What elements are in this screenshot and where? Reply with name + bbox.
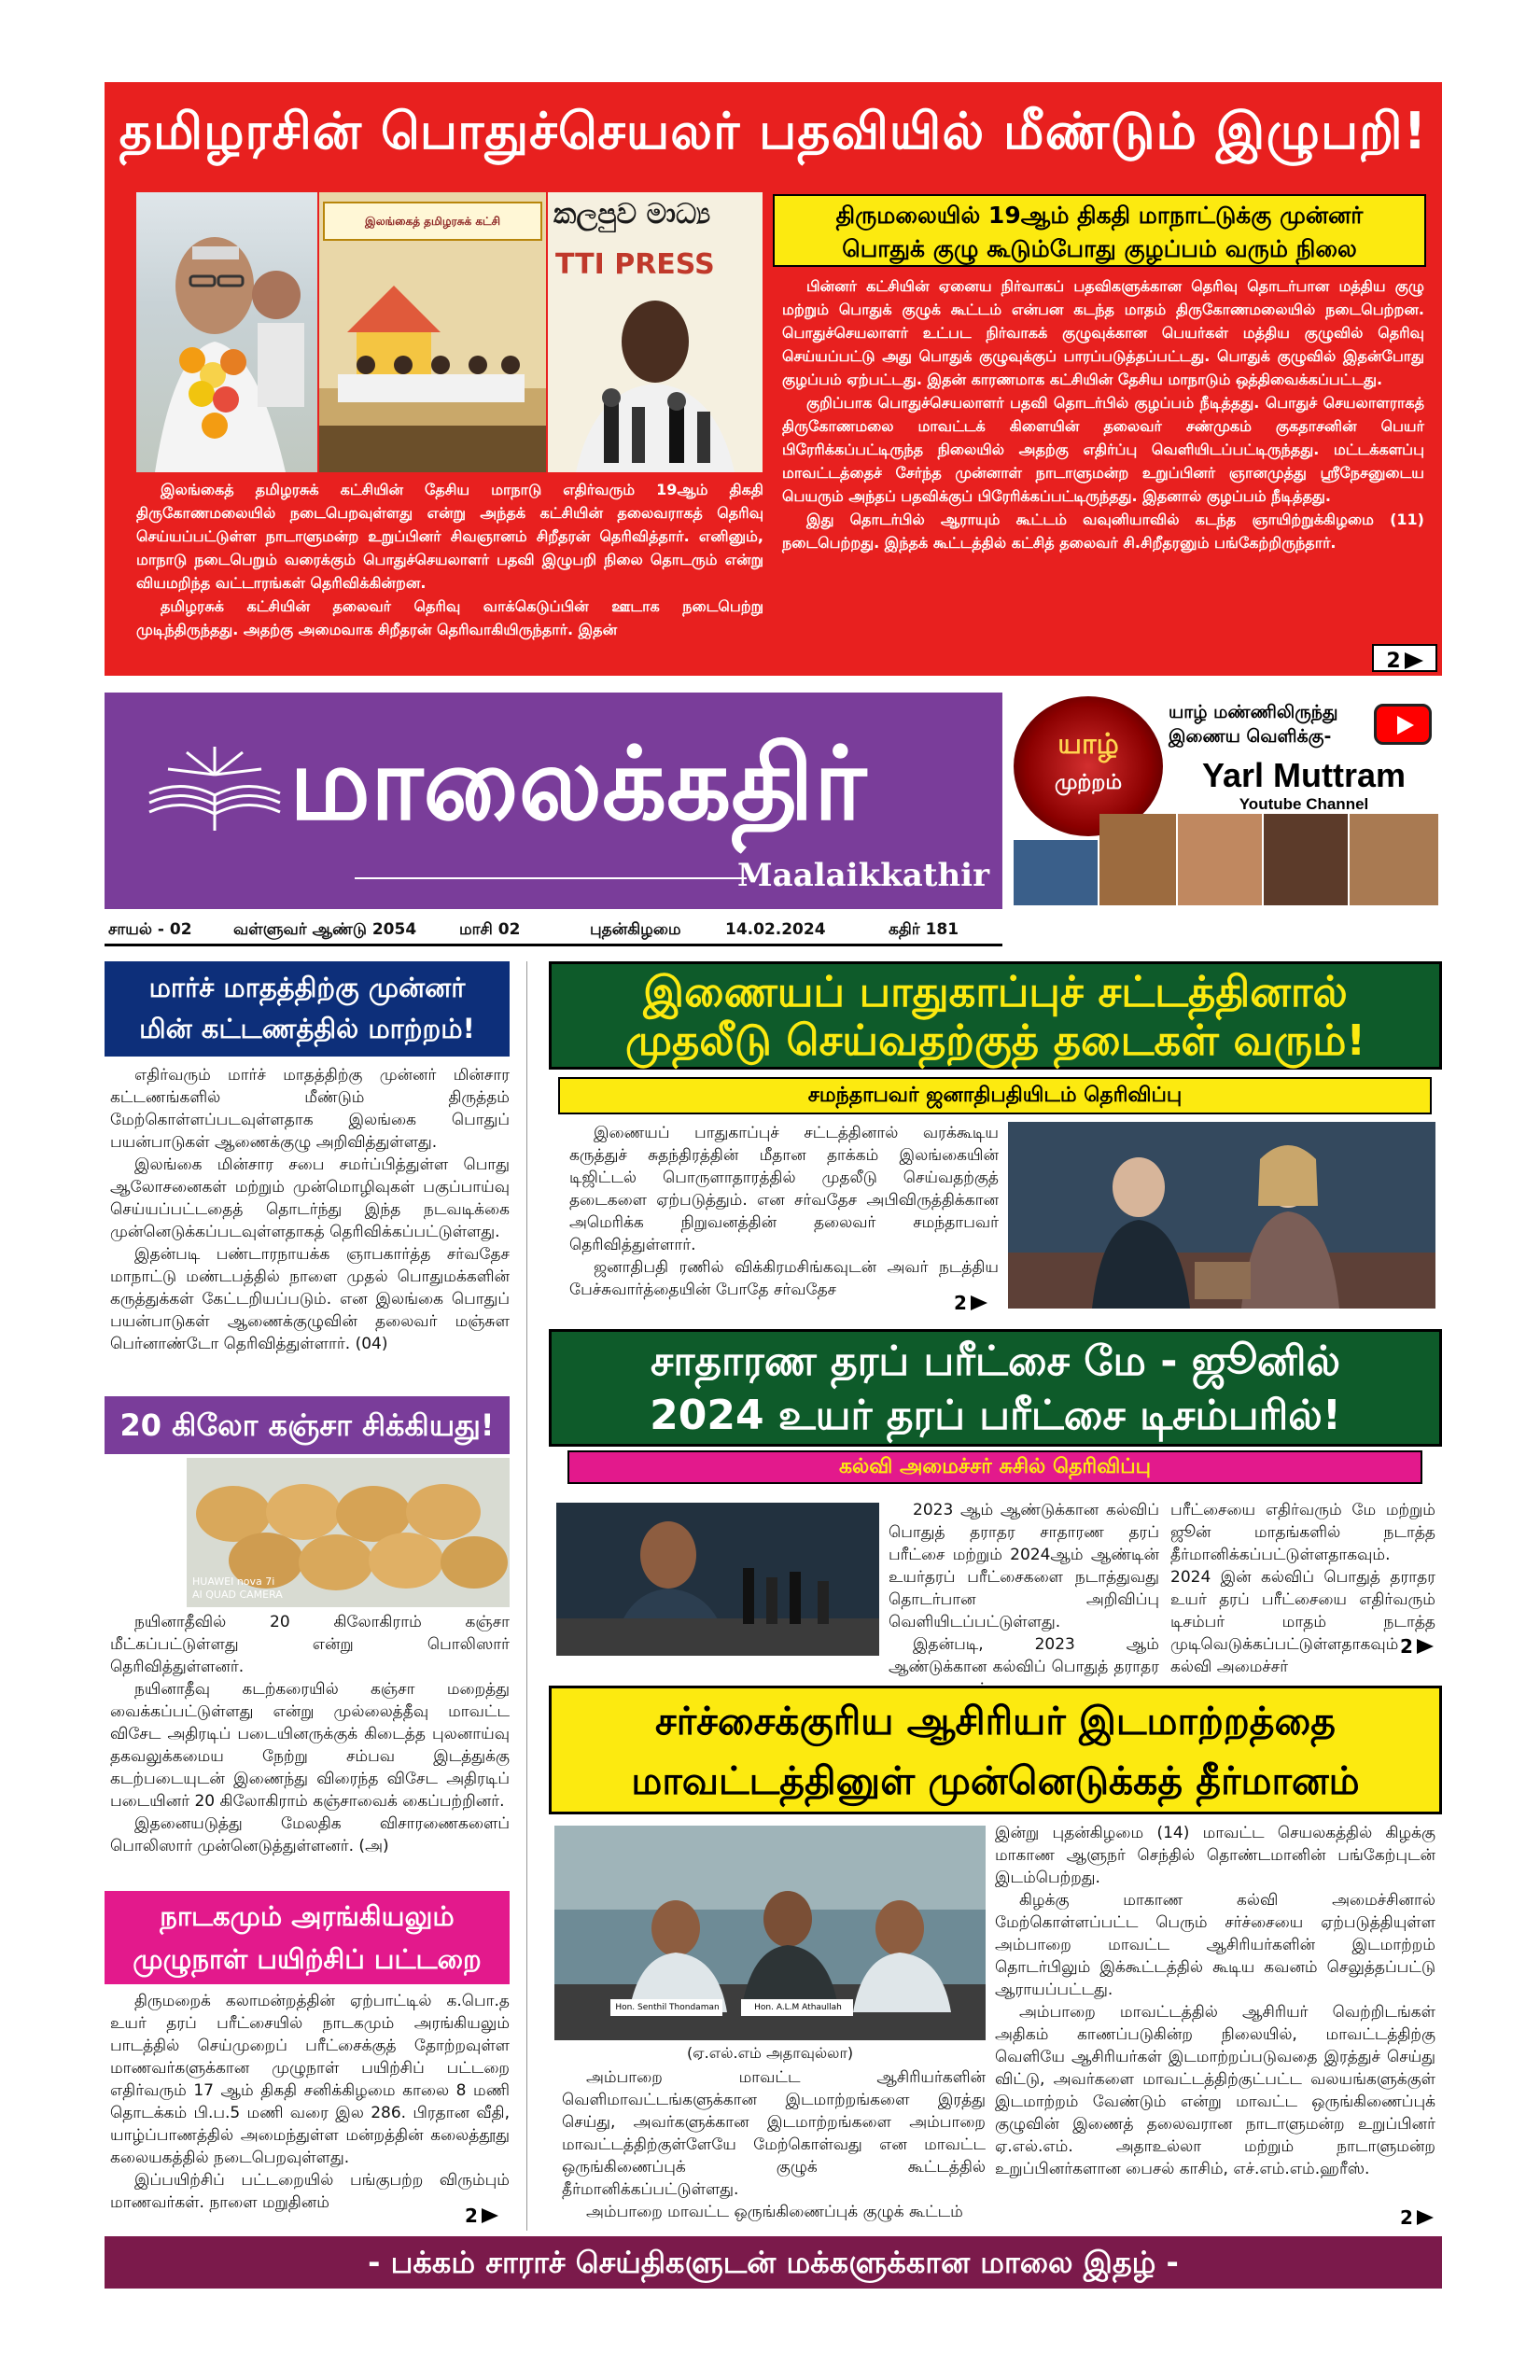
top-story-continued-arrow[interactable] [1372,644,1437,672]
photo-ganja-packets [187,1458,510,1607]
arrow-right-icon [1401,646,1423,674]
photo-name-tag-2: Hon. A.L.M Athaullah [754,2003,842,2012]
masthead-rule [355,877,747,879]
left-article1-headline-line2: மின் கட்டணத்தில் மாற்றம்! [139,1013,475,1044]
conference-banner-text: இலங்கைத் தமிழரசுக் கட்சி [365,215,500,228]
right-article2-body-col2 [1170,1499,1435,1678]
right-article3-right-para3: அம்பாறை மாவட்டத்தில் ஆசிரியர் வெற்றிடங்கள் அதிகம் காணப்படுகின்ற நிலையில், மாவட்டத்திற்கு வெளியே ஆசிரியர்கள் இடமாற்றப்படுவதை இரத்துச் செய்து விட்டு, அவர்களை மாவட்டத்திற்குட்பட்ட வலயங்களுக்குள் இடமாற்றம் வேண்டும் என்று மாவட்ட ஒருங்கிணைப்புக் குழுவின் இணைத் தலைவரான நாடாளுமன்ற உறுப்பினர் ஏ.எல்.எம். அதாஉல்லா மற்றும் நாடாளுமன்ற உறுப்பினர்களான பைசல் காசிம், எச்.எம்.எம்.ஹரீஸ். [995,2003,1435,2178]
left-article3-para2: இப்பயிற்சிப் பட்டறையில் பங்குபற்ற விரும்பும் மாணவர்கள். நாளை மறுதினம் [110,2171,510,2212]
left-article1-para3: இதன்படி பண்டாரநாயக்க ஞாபகார்த்த சர்வதேச மாநாட்டு மண்டபத்தில் நாளை முதல் பொதுமக்களின் கருத்துக்கள் கேட்டறியப்படும். என இலங்கை பொதுப் பயன்பாடுகள் ஆணைக்குழுவின் தலைவர் மஞ்சுள பெர்னாண்டோ தெரிவித்துள்ளார். (04) [110,1245,510,1353]
top-story-right-text [782,274,1424,554]
right-article2-continued[interactable] [1400,1631,1434,1659]
photo-watermark-line1: HUAWEI nova 7i [192,1575,275,1588]
photo-meeting-president [1008,1122,1435,1309]
photo-district-meeting [554,1826,986,2040]
right-article1-para2: ஜனாதிபதி ரணில் விக்கிரமசிங்கவுடன் அவர் நடத்திய பேச்சுவார்த்தையின் போதே சர்வதேச [569,1258,999,1299]
top-story-left-para1: இலங்கைத் தமிழரசுக் கட்சியின் தேசிய மாநாடு எதிர்வரும் 19ஆம் திகதி திருகோணமலையில் நடைபெறவுள்ளது என்று அந்தக் கட்சியின் தலைவராகத் தெரிவு செய்யப்பட்டுள்ள நாடாளுமன்ற உறுப்பினர் சிவஞானம் சிறீதரன் தெரிவித்தார். எனினும், மாநாடு நடைபெறும் வரைக்கும் பொதுச்செயலாளர் பதவி இழுபறி நிலை தொடரும் என்று வியமறிந்த வட்டாரங்கள் தெரிவிக்கின்றன. [136,481,763,592]
left-article1-headline-line1: மார்ச் மாதத்திற்கு முன்னர் [148,972,466,1003]
left-article3-headline-line1: நாடகமும் அரங்கியலும் [160,1900,455,1932]
left-article3-continued[interactable] [465,2201,498,2229]
left-article3-continued-page: 2 [465,2205,478,2227]
advert-photo-3 [1178,814,1262,905]
right-article2-continued-page: 2 [1400,1635,1413,1658]
left-article2-headline: 20 கிலோ கஞ்சா சிக்கியது! [119,1407,495,1443]
left-article2-para3: இதனையடுத்து மேலதிக விசாரணைகளைப் பொலிஸார் முன்னெடுத்துள்ளனர். (அ) [110,1814,510,1855]
photo-party-conference [319,192,546,472]
advert-logo-line2: முற்றம் [1054,771,1123,794]
youtube-icon[interactable] [1374,704,1432,745]
photo-press-meeting [548,192,763,472]
advert-photo-1 [1014,840,1098,905]
right-article1-body [569,1122,999,1301]
right-article3-left-para1: அம்பாறை மாவட்ட ஆசிரியர்களின் வெளிமாவட்டங்களுக்கான இடமாற்றங்களை இரத்து செய்து, அவர்களுக்கான இடமாற்றங்களை அம்பாறை மாவட்டத்திற்குள்ளேயே மேற்கொள்வது என மாவட்ட ஒருங்கிணைப்புக் குழுக் கூட்டத்தில் தீர்மானிக்கப்பட்டுள்ளது. [562,2068,986,2199]
masthead-title: மாலைக்கதிர் [289,725,867,843]
right-article1-headline-line1: இணையப் பாதுகாப்புச் சட்டத்தினால் [643,967,1348,1016]
left-article3-body [110,1990,510,2214]
top-story-subheadline-line2: பொதுக் குழு கூடும்போது குழப்பம் வரும் நிலை [842,235,1357,262]
right-article3-body-col1 [562,2066,986,2223]
issue-month: மாசி 02 [459,920,521,939]
left-article3-para1: திருமறைக் கலாமன்றத்தின் ஏற்பாட்டில் க.பொ.த உயர் தரப் பரீட்சையில் நாடகமும் அரங்கியலும் பாடத்தில் செய்முறைப் பரீட்சைக்குத் தோற்றவுள்ள மாணவர்களுக்கான முழுநாள் பயிற்சிப் பட்டறை எதிர்வரும் 17 ஆம் திகதி சனிக்கிழமை காலை 8 மணி தொடக்கம் பி.ப.5 மணி வரை இல 286. பிரதான வீதி, யாழ்ப்பாணத்தில் அமைந்துள்ள மன்றத்தின் கலைத்தூது கலையகத்தில் நடைபெறவுள்ளது. [110,1992,510,2167]
left-article3-headline-line2: முழுநாள் பயிற்சிப் பட்டறை [133,1943,482,1975]
right-article2-body-col1 [889,1499,1159,1701]
photo-watermark-line2: AI QUAD CAMERA [192,1589,283,1601]
masthead-title-latin: Maalaikkathir [737,857,989,894]
arrow-right-icon [1413,2203,1434,2231]
meeting-illustration [1008,1122,1435,1309]
politician-illustration [136,192,317,472]
photo-education-minister [556,1503,879,1656]
right-article2-para3: பரீட்சையை எதிர்வரும் மே மற்றும் ஜூன் மாதங்களில் நடாத்த தீர்மானிக்கப்பட்டுள்ளதாகவும். 2024 இன் கல்விப் பொதுத் தராதர உயர் தரப் பரீட்சையை எதிர்வரும் டிசம்பர் மாதம் நடாத்த முடிவெடுக்கப்பட்டுள்ளதாகவும் கல்வி அமைச்சர் [1170,1501,1435,1676]
advert-logo-line1: யாழ் [1057,728,1119,761]
top-story-right-para2: குறிப்பாக பொதுச்செயலாளர் பதவி தொடர்பில் குழப்பம் நீடித்தது. பொதுச் செயலாளராகத் திருகோணமலை மாவட்டக் கிளையின் தலைவர் சண்முகம் குகதாசனின் பெயர் பிரேரிக்கப்பட்டிருந்த நிலையில் அதற்கு எதிர்ப்பு வெளியிடப்பட்டிருந்தது. மட்டக்களப்பு மாவட்டத்தைச் சேர்ந்த முன்னாள் நாடாளுமன்ற உறுப்பினர் ஞானமுத்து ஸ்ரீநேசனுடைய பெயரும் அந்தப் பதவிக்குப் பிரேரிக்கப்பட்டிருந்தது. இதனால் குழப்பம் நீடித்தது. [782,394,1424,505]
right-article3-headline-line1: சர்ச்சைக்குரிய ஆசிரியர் இடமாற்றத்தை [655,1699,1336,1743]
left-article1-para1: எதிர்வரும் மார்ச் மாதத்திற்கு முன்னர் மின்சார கட்டணங்களில் மீண்டும் திருத்தம் மேற்கொள்ளப்படவுள்ளதாக இலங்கை பொதுப் பயன்பாடுகள் ஆணைக்குழு அறிவித்துள்ளது. [110,1066,510,1152]
top-story-right-para3: இது தொடர்பில் ஆராயும் கூட்டம் வவுனியாவில் கடந்த ஞாயிற்றுக்கிழமை (11) நடைபெற்றது. இந்தக் கூட்டத்தில் கட்சித் தலைவர் சி.சிறீதரனும் பங்கேற்றிருந்தார். [782,511,1424,552]
arrow-right-icon [1413,1631,1434,1659]
press-sign-line1: කලපුව මාධ්‍ය [553,198,711,231]
right-article2-subhead: கல்வி அமைச்சர் சுசில் தெரிவிப்பு [838,1455,1152,1478]
press-sign-line2: TTI PRESS [555,248,715,281]
photo-name-tag-1: Hon. Senthil Thondaman [615,2003,720,2012]
conference-illustration [319,248,546,472]
issue-volume: சாயல் - 02 [108,920,192,939]
issue-date: 14.02.2024 [725,920,826,939]
photo-politician-garland [136,192,317,472]
right-article2-para1: 2023 ஆம் ஆண்டுக்கான கல்விப் பொதுத் தராதர சாதாரண தரப் பரீட்சை மற்றும் 2024ஆம் ஆண்டின் உயர்தரப் பரீட்சைகளை நடாத்துவது தொடர்பான அறிவிப்பு வெளியிடப்பட்டுள்ளது. [889,1501,1159,1631]
top-story-left-text [136,478,763,641]
date-strip [105,918,1002,946]
right-article3-right-para1: இன்று புதன்கிழமை (14) மாவட்ட செயலகத்தில் கிழக்கு மாகாண ஆளுநர் செந்தில் தொண்டமானின் பங்கேற்புடன் இடம்பெற்றது. [995,1824,1435,1887]
column-divider [526,961,527,2231]
left-article1-para2: இலங்கை மின்சார சபை சமர்ப்பித்துள்ள பொது ஆலோசனைகள் மற்றும் முன்மொழிவுகள் பகுப்பாய்வு செய்யப்பட்டதைத் தொடர்ந்து இந்த நடவடிக்கை முன்னெடுக்கப்படவுள்ளதாகத் தெரிவிக்கப்பட்டுள்ளது. [110,1155,510,1241]
advert-tagline-line2: இணைய வெளிக்கு- [1169,726,1332,747]
right-article3-continued[interactable] [1400,2203,1434,2231]
right-article1-continued-page: 2 [954,1292,967,1314]
minister-illustration [556,1503,879,1656]
right-article3-continued-page: 2 [1400,2206,1413,2229]
right-article3-right-para2: கிழக்கு மாகாண கல்வி அமைச்சினால் மேற்கொள்ளப்பட்ட பெரும் சர்ச்சையை ஏற்படுத்தியுள்ள அம்பாறை மாவட்ட ஆசிரியர்களின் இடமாற்றம் தொடர்பிலும் இக்கூட்டத்தில் கூடிய கவனம் செலுத்தப்பட்டு ஆராயப்பட்டது. [995,1891,1435,1999]
footer-text: - பக்கம் சாராச் செய்திகளுடன் மக்களுக்கான மாலை இதழ் - [368,2245,1179,2280]
book-sunrise-icon [140,737,289,840]
top-story-left-para2: தமிழரசுக் கட்சியின் தலைவர் தெரிவு வாக்கெடுப்பின் ஊடாக நடைபெற்று முடிந்திருந்தது. அதற்கு அமைவாக சிறீதரன் தெரிவாகியிருந்தார். இதன் [136,597,763,638]
right-article3-left-para2: அம்பாறை மாவட்ட ஒருங்கிணைப்புக் குழுக் கூட்டம் [586,2203,963,2221]
advert-channel-name: Yarl Muttram [1201,756,1407,794]
arrow-right-icon [967,1288,987,1316]
yarl-muttram-advert[interactable] [1010,693,1442,909]
advert-photo-2 [1099,814,1176,905]
right-article3-body-col2 [995,1822,1435,2180]
advert-photo-4 [1264,814,1348,905]
top-story-headline: தமிழரசின் பொதுச்செயலர் பதவியில் மீண்டும் இழுபறி! [119,102,1428,161]
top-story-continued-page: 2 [1386,650,1401,673]
issue-year: வள்ளுவர் ஆண்டு 2054 [233,920,417,939]
advert-channel-type: Youtube Channel [1239,795,1369,813]
right-article3-headline-line2: மாவட்டத்தினுள் முன்னெடுக்கத் தீர்மானம் [631,1758,1360,1803]
speaker-illustration [548,286,763,472]
right-article1-para1: இணையப் பாதுகாப்புச் சட்டத்தினால் வரக்கூடிய கருத்துச் சுதந்திரத்தின் மீதான தாக்கம் இலங்கையின் டிஜிட்டல் பொருளாதாரத்தில் முதலீடு செய்வதற்குத் தடைகளை ஏற்படுத்தும். என சர்வதேச அபிவிருத்திக்கான அமெரிக்க நிறுவனத்தின் தலைவர் சமந்தாபவர் தெரிவித்துள்ளார். [569,1124,999,1254]
left-article1-body [110,1064,510,1355]
right-article2-para2: இதன்படி, 2023 ஆம் ஆண்டுக்கான கல்விப் பொதுத் தராதர [889,1635,1159,1676]
conference-banner [323,202,542,241]
left-article2-para2: நயினாதீவு கடற்கரையில் கஞ்சா மறைத்து வைக்கப்பட்டுள்ளது என்று முல்லைத்தீவு மாவட்ட விசேட அதிரடிப் படையினருக்குக் கிடைத்த புலனாய்வு தகவலுக்கமைய நேற்று சம்பவ இடத்துக்கு கடற்படையுடன் இணைந்து விரைந்த விசேட அதிரடிப் படையினர் 20 கிலோகிராம் கஞ்சாவைக் கைப்பற்றினர். [110,1680,510,1811]
advert-photo-5 [1350,814,1438,905]
arrow-right-icon [478,2201,498,2229]
top-story-subheadline-line1: திருமலையில் 19ஆம் திகதி மாநாட்டுக்கு முன்னர் [835,202,1364,229]
left-article2-body [110,1611,510,1857]
right-article1-continued[interactable] [954,1288,987,1316]
left-article2-para1: நயினாதீவில் 20 கிலோகிராம் கஞ்சா மீட்கப்பட்டுள்ளது என்று பொலிஸார் தெரிவித்துள்ளனர். [110,1613,510,1676]
right-article1-subhead: சமந்தாபவர் ஜனாதிபதியிடம் தெரிவிப்பு [807,1084,1183,1107]
photo-caption: (ஏ.எல்.எம் அதாவுல்லா) [686,2044,854,2062]
right-article1-headline-line2: முதலீடு செய்வதற்குத் தடைகள் வரும்! [624,1015,1365,1065]
issue-day: புதன்கிழமை [590,920,681,939]
right-article2-headline-line2: 2024 உயர் தரப் பரீட்சை டிசம்பரில்! [650,1392,1341,1439]
top-story-right-para1: பின்னர் கட்சியின் ஏனைய நிர்வாகப் பதவிகளுக்கான தெரிவு தொடர்பான மத்திய குழு மற்றும் பொதுக் குழுக் கூட்டம் என்பன கடந்த மாதம் திருகோணமலையில் நடைபெற்றன. பொதுச்செயலாளர் உட்பட நிர்வாகக் குழுவுக்கான பெயர்கள் மத்திய குழுவில் தெரிவு செய்யப்பட்டு அது பொதுக் குழுவுக்குப் பாரப்படுத்தப்பட்டது. பொதுக் குழுவில் இதன்போது குழப்பம் ஏற்பட்டது. இதன் காரணமாக கட்சியின் தேசிய மாநாடும் ஒத்திவைக்கப்பட்டது. [782,277,1424,388]
issue-number: கதிர் 181 [889,920,959,939]
advert-tagline-line1: யாழ் மண்ணிலிருந்து [1169,702,1338,722]
right-article2-headline-line1: சாதாரண தரப் பரீட்சை மே - ஜூனில் [650,1337,1341,1385]
